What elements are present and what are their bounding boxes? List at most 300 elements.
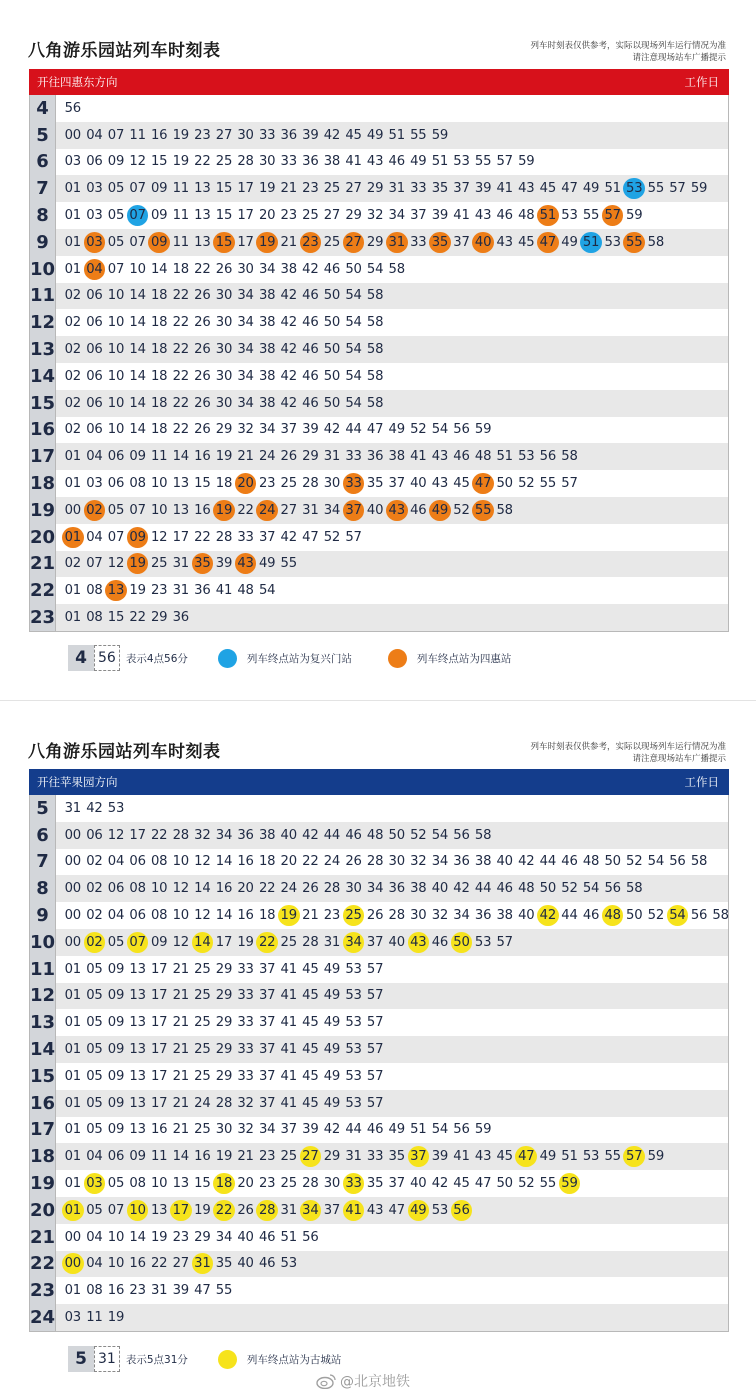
departure-minute: 28 (215, 529, 233, 545)
departure-minute: 34 (215, 1229, 233, 1245)
departure-minute: 50 (345, 261, 362, 277)
departure-minute: 38 (410, 881, 427, 897)
day-type-label: 工作日 (684, 775, 719, 789)
departure-minute: 23 (302, 181, 319, 197)
departure-minute: 01 (64, 1176, 81, 1192)
departure-minute: 18 (215, 476, 233, 492)
departure-minute: 37 (258, 529, 276, 545)
departure-minute: 58 (366, 342, 384, 358)
departure-minute: 20 (237, 1176, 254, 1192)
departure-minute: 22 (237, 502, 254, 518)
departure-minute: 06 (129, 908, 146, 924)
departure-minute: 51 (388, 127, 405, 143)
departure-minute: 50 (604, 854, 621, 870)
departure-minute: 37 (453, 181, 470, 197)
departure-minute: 21 (237, 1149, 254, 1165)
departure-minute-yellow: 34 (343, 932, 365, 953)
minute-list (56, 366, 386, 387)
departure-minute: 27 (323, 208, 341, 224)
departure-minute: 06 (86, 395, 103, 411)
departure-minute: 01 (64, 208, 81, 224)
departure-minute: 01 (64, 1042, 81, 1058)
departure-minute: 22 (172, 342, 189, 358)
departure-minute: 30 (410, 908, 427, 924)
departure-minute: 40 (280, 827, 297, 843)
hour-row (30, 1117, 728, 1144)
departure-minute: 08 (86, 1283, 103, 1299)
departure-minute: 42 (302, 261, 319, 277)
departure-minute: 28 (388, 908, 405, 924)
departure-minute: 51 (431, 154, 449, 170)
departure-minute: 11 (86, 1310, 103, 1326)
hour-label: 10 (30, 256, 56, 283)
departure-minute: 18 (258, 908, 276, 924)
departure-minute: 42 (280, 395, 297, 411)
departure-minute-orange: 19 (213, 500, 235, 521)
departure-minute: 25 (194, 988, 211, 1004)
departure-minute: 32 (237, 422, 254, 438)
hour-row (30, 524, 728, 551)
departure-minute: 57 (366, 961, 384, 977)
departure-minute: 52 (410, 422, 427, 438)
departure-minute-orange: 02 (84, 500, 106, 521)
hour-label: 22 (30, 577, 56, 604)
departure-minute: 45 (302, 1042, 319, 1058)
minute-list (56, 1253, 300, 1274)
departure-minute: 17 (237, 208, 254, 224)
departure-minute: 22 (172, 315, 189, 331)
departure-minute: 37 (258, 1015, 276, 1031)
departure-minute: 31 (172, 556, 189, 572)
departure-minute-orange: 49 (429, 500, 451, 521)
hour-row (30, 470, 728, 497)
departure-minute: 53 (604, 234, 621, 250)
departure-minute: 57 (496, 154, 513, 170)
departure-minute: 25 (323, 234, 341, 250)
departure-minute: 44 (474, 881, 492, 897)
departure-minute: 02 (64, 556, 81, 572)
hour-row (30, 902, 728, 929)
departure-minute: 40 (410, 476, 427, 492)
departure-minute: 13 (194, 181, 211, 197)
minute-list (56, 825, 494, 846)
hour-label: 14 (30, 1036, 56, 1063)
departure-minute: 45 (453, 476, 470, 492)
departure-minute: 07 (129, 502, 146, 518)
departure-minute: 29 (215, 1042, 233, 1058)
departure-minute: 06 (86, 154, 103, 170)
departure-minute: 58 (366, 368, 384, 384)
departure-minute: 22 (172, 368, 189, 384)
departure-minute: 33 (280, 154, 297, 170)
departure-minute-yellow: 59 (559, 1173, 581, 1194)
departure-minute: 40 (237, 1229, 254, 1245)
departure-minute: 25 (194, 1042, 211, 1058)
departure-minute: 04 (107, 908, 125, 924)
departure-minute: 42 (280, 368, 297, 384)
departure-minute: 25 (194, 961, 211, 977)
departure-minute: 58 (366, 315, 384, 331)
departure-minute: 11 (172, 181, 189, 197)
departure-minute-yellow: 56 (451, 1200, 473, 1221)
departure-minute: 54 (431, 1122, 449, 1138)
departure-minute: 14 (215, 854, 233, 870)
departure-minute: 12 (194, 908, 211, 924)
departure-minute: 49 (388, 422, 405, 438)
departure-minute: 13 (129, 1015, 146, 1031)
hour-row (30, 929, 728, 956)
departure-minute: 44 (345, 422, 362, 438)
departure-minute: 46 (410, 502, 427, 518)
departure-minute: 46 (561, 854, 578, 870)
departure-minute: 11 (150, 1149, 168, 1165)
minute-list (56, 798, 127, 819)
departure-minute: 01 (64, 261, 81, 277)
page-title: 八角游乐园站列车时刻表 (28, 742, 221, 762)
notice-line-1: 列车时刻表仅供参考，实际以现场列车运行情况为准 (530, 742, 726, 752)
departure-minute: 09 (107, 1042, 125, 1058)
departure-minute-orange: 15 (213, 232, 235, 253)
departure-minute: 19 (215, 449, 233, 465)
departure-minute: 12 (194, 854, 211, 870)
departure-minute: 28 (172, 827, 189, 843)
departure-minute: 53 (345, 1068, 362, 1084)
departure-minute: 03 (64, 1310, 81, 1326)
departure-minute: 43 (496, 234, 513, 250)
departure-minute-orange: 35 (429, 232, 451, 253)
departure-minute: 22 (172, 288, 189, 304)
departure-minute: 17 (129, 827, 146, 843)
hour-row (30, 849, 728, 876)
departure-minute: 54 (366, 261, 384, 277)
departure-minute: 36 (237, 827, 254, 843)
departure-minute: 30 (388, 854, 405, 870)
departure-minute: 26 (366, 908, 384, 924)
departure-minute: 40 (388, 934, 405, 950)
departure-minute-orange: 19 (127, 553, 149, 574)
departure-minute: 58 (474, 827, 492, 843)
hour-label: 17 (30, 443, 56, 470)
departure-minute: 33 (237, 988, 254, 1004)
departure-minute: 25 (280, 1176, 297, 1192)
notice-line-2: 请注意现场站车广播提示 (632, 754, 726, 764)
hour-row (30, 283, 728, 310)
departure-minute: 05 (107, 208, 125, 224)
departure-minute: 47 (194, 1283, 211, 1299)
departure-minute: 05 (107, 234, 125, 250)
departure-minute: 45 (453, 1176, 470, 1192)
departure-minute: 41 (496, 181, 513, 197)
departure-minute: 38 (258, 288, 276, 304)
departure-minute: 34 (237, 342, 254, 358)
hour-label: 21 (30, 551, 56, 578)
departure-minute: 26 (194, 368, 211, 384)
departure-minute: 46 (323, 261, 341, 277)
departure-minute: 10 (107, 342, 125, 358)
departure-minute: 30 (215, 368, 233, 384)
departure-minute: 46 (496, 881, 513, 897)
departure-minute: 42 (323, 1122, 341, 1138)
departure-minute: 49 (323, 988, 341, 1004)
hour-label: 11 (30, 283, 56, 310)
departure-minute: 10 (150, 502, 168, 518)
minute-list (56, 125, 451, 146)
departure-minute: 19 (258, 181, 276, 197)
departure-minute: 10 (172, 854, 189, 870)
departure-minute: 52 (518, 476, 535, 492)
departure-minute: 50 (626, 908, 643, 924)
departure-minute: 29 (215, 1068, 233, 1084)
departure-minute: 34 (366, 881, 384, 897)
hour-label: 23 (30, 604, 56, 631)
departure-minute: 23 (258, 476, 276, 492)
departure-minute: 14 (129, 395, 146, 411)
departure-minute: 15 (150, 154, 168, 170)
departure-minute: 59 (518, 154, 535, 170)
departure-minute: 53 (561, 208, 578, 224)
departure-minute-orange: 19 (256, 232, 278, 253)
departure-minute: 25 (302, 208, 319, 224)
departure-minute: 37 (323, 1202, 341, 1218)
departure-minute: 30 (215, 1122, 233, 1138)
departure-minute: 37 (258, 988, 276, 1004)
departure-minute: 18 (150, 315, 168, 331)
hour-label: 4 (30, 95, 56, 122)
departure-minute: 08 (129, 1176, 146, 1192)
departure-minute: 01 (64, 449, 81, 465)
departure-minute: 21 (172, 1068, 189, 1084)
departure-minute: 46 (302, 395, 319, 411)
departure-minute: 53 (582, 1149, 600, 1165)
departure-minute: 50 (323, 288, 341, 304)
departure-minute: 47 (388, 1202, 405, 1218)
departure-minute: 52 (323, 529, 341, 545)
departure-minute: 10 (150, 1176, 168, 1192)
departure-minute: 22 (258, 881, 276, 897)
departure-minute: 47 (366, 422, 384, 438)
departure-minute: 48 (474, 449, 492, 465)
hour-label: 15 (30, 390, 56, 417)
departure-minute: 52 (453, 502, 470, 518)
departure-minute: 24 (280, 881, 297, 897)
departure-minute: 17 (150, 1015, 168, 1031)
departure-minute: 05 (86, 1095, 103, 1111)
departure-minute: 08 (129, 476, 146, 492)
departure-minute-orange: 09 (127, 527, 149, 548)
hour-row (30, 417, 728, 444)
departure-minute: 08 (150, 908, 168, 924)
departure-minute: 15 (194, 476, 211, 492)
departure-minute: 09 (150, 181, 168, 197)
departure-minute: 21 (172, 1042, 189, 1058)
departure-minute: 17 (150, 1042, 168, 1058)
departure-minute: 59 (626, 208, 643, 224)
departure-minute: 03 (86, 181, 103, 197)
departure-minute: 18 (150, 395, 168, 411)
hour-row (30, 983, 728, 1010)
departure-minute: 10 (107, 1256, 125, 1272)
departure-minute-orange: 35 (192, 553, 214, 574)
departure-minute: 03 (86, 476, 103, 492)
departure-minute: 55 (647, 181, 665, 197)
departure-minute: 50 (496, 1176, 513, 1192)
departure-minute: 46 (453, 449, 470, 465)
departure-minute: 25 (194, 1068, 211, 1084)
departure-minute: 30 (237, 127, 254, 143)
departure-minute: 32 (410, 854, 427, 870)
departure-minute: 29 (366, 234, 384, 250)
direction-label: 开往四惠东方向 (37, 75, 118, 89)
departure-minute: 05 (86, 1202, 103, 1218)
departure-minute: 02 (64, 315, 81, 331)
departure-minute: 01 (64, 181, 81, 197)
departure-minute: 27 (345, 181, 362, 197)
departure-minute-yellow: 22 (256, 932, 278, 953)
departure-minute: 01 (64, 583, 81, 599)
departure-minute: 33 (258, 127, 276, 143)
departure-minute: 41 (345, 154, 362, 170)
hour-row (30, 604, 728, 631)
minute-list (56, 446, 580, 467)
minute-list (56, 393, 386, 414)
departure-minute: 07 (107, 127, 125, 143)
departure-minute: 54 (345, 288, 362, 304)
hour-row (30, 390, 728, 417)
departure-minute-yellow: 54 (667, 905, 689, 926)
departure-minute: 14 (194, 881, 211, 897)
hour-row (30, 875, 728, 902)
departure-minute: 22 (150, 1256, 168, 1272)
departure-minute: 50 (539, 881, 557, 897)
departure-minute: 31 (64, 800, 81, 816)
departure-minute-yellow: 34 (300, 1200, 322, 1221)
departure-minute: 06 (86, 827, 103, 843)
departure-minute: 56 (669, 854, 686, 870)
departure-minute: 52 (518, 1176, 535, 1192)
departure-minute: 06 (107, 449, 125, 465)
departure-minute: 25 (323, 181, 341, 197)
departure-minute: 16 (194, 502, 211, 518)
hour-row (30, 363, 728, 390)
departure-minute: 37 (410, 208, 427, 224)
hour-label: 23 (30, 1277, 56, 1304)
departure-minute: 02 (64, 422, 81, 438)
departure-minute-yellow: 03 (84, 1173, 106, 1194)
departure-minute: 42 (323, 422, 341, 438)
departure-minute: 37 (258, 1042, 276, 1058)
hour-row (30, 795, 728, 822)
departure-minute-yellow: 00 (62, 1253, 84, 1274)
departure-minute: 42 (453, 881, 470, 897)
departure-minute: 01 (64, 1015, 81, 1031)
departure-minute: 28 (366, 854, 384, 870)
departure-minute: 53 (345, 961, 362, 977)
minute-list (56, 1280, 235, 1301)
departure-minute: 29 (215, 988, 233, 1004)
departure-minute: 23 (194, 127, 211, 143)
departure-minute: 28 (323, 881, 341, 897)
departure-minute: 16 (150, 1122, 168, 1138)
departure-minute: 43 (431, 449, 449, 465)
departure-minute: 53 (518, 449, 535, 465)
departure-minute-orange: 33 (343, 473, 365, 494)
departure-minute: 46 (258, 1229, 276, 1245)
departure-minute: 33 (366, 1149, 384, 1165)
departure-minute: 16 (237, 908, 254, 924)
departure-minute: 54 (431, 422, 449, 438)
departure-minute: 49 (323, 1042, 341, 1058)
departure-minute: 18 (150, 422, 168, 438)
departure-minute: 09 (107, 1068, 125, 1084)
departure-minute: 01 (64, 988, 81, 1004)
departure-minute: 01 (64, 1283, 81, 1299)
direction-bar (29, 769, 729, 795)
minute-list (56, 151, 537, 172)
hour-row (30, 1251, 728, 1278)
departure-minute: 41 (280, 1068, 297, 1084)
departure-minute: 21 (302, 908, 319, 924)
departure-minute: 00 (64, 1229, 81, 1245)
departure-minute: 13 (129, 1042, 146, 1058)
departure-minute: 05 (107, 502, 125, 518)
departure-minute: 02 (64, 395, 81, 411)
departure-minute: 31 (323, 449, 341, 465)
legend (68, 1346, 377, 1372)
departure-minute: 01 (64, 1068, 81, 1084)
departure-minute: 08 (86, 583, 103, 599)
departure-minute: 26 (302, 881, 319, 897)
minute-list (56, 580, 278, 601)
departure-minute: 26 (215, 261, 233, 277)
minute-list (56, 339, 386, 360)
departure-minute: 45 (302, 1068, 319, 1084)
departure-minute: 57 (366, 1042, 384, 1058)
departure-minute: 50 (323, 395, 341, 411)
hour-row (30, 202, 728, 229)
departure-minute-yellow: 07 (127, 932, 149, 953)
departure-minute: 57 (366, 1095, 384, 1111)
departure-minute: 02 (64, 368, 81, 384)
departure-minute: 16 (194, 449, 211, 465)
departure-minute: 35 (431, 181, 449, 197)
departure-minute: 28 (215, 1095, 233, 1111)
departure-minute: 16 (194, 1149, 211, 1165)
departure-minute: 04 (86, 127, 103, 143)
departure-minute: 13 (129, 1122, 146, 1138)
hour-label: 13 (30, 336, 56, 363)
departure-minute: 30 (215, 395, 233, 411)
departure-minute: 30 (237, 261, 254, 277)
departure-minute: 24 (194, 1095, 211, 1111)
legend-example-desc: 表示5点31分 (125, 1353, 188, 1366)
departure-minute: 33 (345, 449, 362, 465)
departure-minute: 19 (172, 127, 189, 143)
departure-minute-yellow: 02 (84, 932, 106, 953)
departure-minute: 37 (258, 961, 276, 977)
departure-minute: 42 (280, 529, 297, 545)
departure-minute: 00 (64, 881, 81, 897)
departure-minute: 49 (388, 1122, 405, 1138)
departure-minute: 10 (172, 908, 189, 924)
hour-label: 12 (30, 983, 56, 1010)
departure-minute: 05 (86, 961, 103, 977)
departure-minute: 57 (366, 988, 384, 1004)
departure-minute: 20 (237, 881, 254, 897)
departure-minute: 43 (366, 154, 384, 170)
departure-minute: 38 (280, 261, 297, 277)
departure-minute: 39 (474, 181, 492, 197)
departure-minute: 15 (215, 181, 233, 197)
